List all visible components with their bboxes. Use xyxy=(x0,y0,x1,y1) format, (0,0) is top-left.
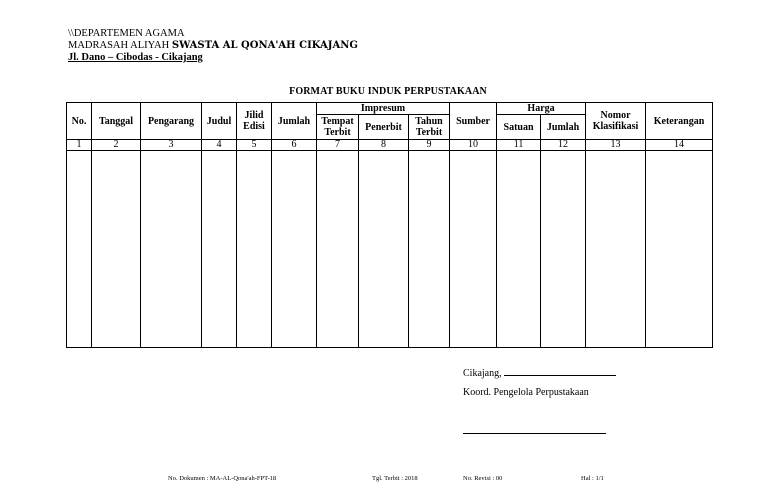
column-number: 1 xyxy=(67,140,92,151)
header-klasifikasi: Klasifikasi xyxy=(592,121,639,132)
table-cell xyxy=(541,151,586,348)
header-edisi: Edisi xyxy=(243,121,265,132)
school-name-bold: SWASTA AL QONA'AH CIKAJANG xyxy=(171,40,358,51)
header-tempat-terbit-2: Terbit xyxy=(324,127,351,138)
header-tempat-terbit xyxy=(317,115,359,140)
column-number: 7 xyxy=(317,140,359,151)
column-number: 5 xyxy=(237,140,272,151)
column-number: 3 xyxy=(141,140,202,151)
table-cell xyxy=(359,151,409,348)
table-cell xyxy=(646,151,713,348)
table-cell xyxy=(586,151,646,348)
header-penerbit: Penerbit xyxy=(359,115,409,140)
column-number: 6 xyxy=(272,140,317,151)
page-title: FORMAT BUKU INDUK PERPUSTAKAAN xyxy=(289,86,487,97)
column-number: 14 xyxy=(646,140,713,151)
school-name xyxy=(68,40,358,52)
header-judul: Judul xyxy=(202,103,237,140)
table-cell xyxy=(202,151,237,348)
signature-line xyxy=(463,433,606,434)
table-cell xyxy=(67,151,92,348)
header-impresum: Impresum xyxy=(317,103,450,115)
header-satuan: Satuan xyxy=(497,115,541,140)
school-address: Jl. Dano – Cibodas - Cikajang xyxy=(68,52,203,63)
column-number: 4 xyxy=(202,140,237,151)
footer-issue-date: Tgl. Terbit : 2018 xyxy=(372,475,418,482)
school-name-prefix: MADRASAH ALIYAH xyxy=(68,40,172,51)
header-nomor: Nomor xyxy=(600,110,631,121)
header-keterangan: Keterangan xyxy=(646,103,713,140)
table-cell xyxy=(317,151,359,348)
column-number: 8 xyxy=(359,140,409,151)
signature-place-label: Cikajang, xyxy=(463,368,502,379)
header-jilid: Jilid xyxy=(244,110,264,121)
footer-page: Hal : 1/1 xyxy=(581,475,604,482)
register-table xyxy=(66,102,713,348)
table-cell xyxy=(237,151,272,348)
footer-document-number: No. Dokumen : MA-AL-Qona'ah-FPT-18 xyxy=(168,475,277,482)
table-cell xyxy=(450,151,497,348)
footer-revision: No. Revisi : 00 xyxy=(463,475,503,482)
signature-place xyxy=(463,367,616,379)
column-number: 9 xyxy=(409,140,450,151)
header-tahun: Tahun xyxy=(415,116,443,127)
column-number: 12 xyxy=(541,140,586,151)
header-jilid-edisi xyxy=(237,103,272,140)
table-cell xyxy=(272,151,317,348)
table-cell xyxy=(497,151,541,348)
header-sumber: Sumber xyxy=(450,103,497,140)
header-no: No. xyxy=(67,103,92,140)
header-tahun-terbit-2: Terbit xyxy=(415,127,443,138)
column-number: 13 xyxy=(586,140,646,151)
header-jumlah: Jumlah xyxy=(272,103,317,140)
table-cell xyxy=(409,151,450,348)
column-number: 10 xyxy=(450,140,497,151)
column-number: 2 xyxy=(92,140,141,151)
header-nomor-klasifikasi xyxy=(586,103,646,140)
date-blank xyxy=(504,367,616,376)
department-name: \\DEPARTEMEN AGAMA xyxy=(68,28,185,39)
column-number: 11 xyxy=(497,140,541,151)
document-header xyxy=(68,28,358,64)
header-harga-jumlah: Jumlah xyxy=(541,115,586,140)
signature-role: Koord. Pengelola Perpustakaan xyxy=(463,387,589,398)
header-tahun-terbit xyxy=(409,115,450,140)
table-cell xyxy=(141,151,202,348)
header-tanggal: Tanggal xyxy=(92,103,141,140)
header-pengarang: Pengarang xyxy=(141,103,202,140)
table-cell xyxy=(92,151,141,348)
header-tempat: Tempat xyxy=(321,116,354,127)
header-harga: Harga xyxy=(497,103,586,115)
